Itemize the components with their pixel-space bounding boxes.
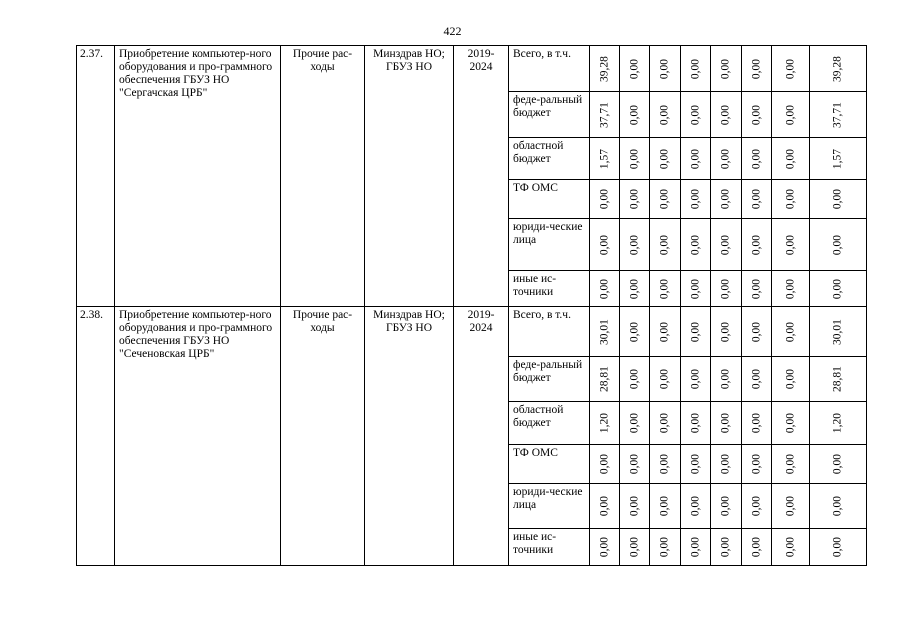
- value-text: 0,00: [831, 234, 844, 255]
- value-cell: [681, 138, 711, 180]
- value-text: 0,00: [750, 58, 762, 79]
- value-cell: [650, 529, 681, 566]
- value-cell: [620, 219, 650, 271]
- value-cell: [742, 402, 772, 445]
- value-text: 39,28: [598, 55, 610, 82]
- value-text: 30,01: [831, 318, 844, 345]
- value-text: 0,00: [658, 234, 671, 255]
- value-text: 0,00: [784, 412, 796, 434]
- value-text: 0,00: [628, 321, 640, 342]
- value-text: 0,00: [628, 368, 640, 390]
- funding-source: юриди-ческие лица: [509, 219, 590, 271]
- value-text: 0,00: [784, 58, 796, 79]
- value-text: 0,00: [689, 321, 701, 342]
- value-cell: [772, 357, 810, 402]
- value-cell: [772, 529, 810, 566]
- value-text: 0,00: [719, 104, 732, 125]
- executor: Минздрав НО; ГБУЗ НО: [365, 307, 454, 566]
- value-cell: [681, 402, 711, 445]
- value-cell: [810, 138, 867, 180]
- funding-source: иные ис-точники: [509, 529, 590, 566]
- value-cell: [650, 484, 681, 529]
- value-text: 0,00: [719, 536, 732, 558]
- value-cell: [620, 307, 650, 357]
- value-text: 0,00: [750, 453, 762, 475]
- value-cell: [742, 138, 772, 180]
- value-cell: [772, 484, 810, 529]
- value-cell: [681, 357, 711, 402]
- value-cell: [620, 357, 650, 402]
- period: 2019-2024: [454, 307, 509, 566]
- value-cell: [620, 92, 650, 138]
- value-cell: [810, 271, 867, 307]
- value-cell: [590, 357, 620, 402]
- value-text: 0,00: [628, 495, 640, 517]
- value-cell: [681, 219, 711, 271]
- value-text: 0,00: [784, 495, 796, 517]
- value-text: 0,00: [689, 278, 701, 299]
- value-text: 0,00: [598, 536, 610, 558]
- value-text: 0,00: [750, 278, 762, 299]
- value-cell: [810, 484, 867, 529]
- funding-source: областной бюджет: [509, 402, 590, 445]
- value-cell: [772, 402, 810, 445]
- value-text: 0,00: [750, 368, 762, 390]
- funding-source: иные ис-точники: [509, 271, 590, 307]
- value-cell: [681, 484, 711, 529]
- value-text: 0,00: [784, 536, 796, 558]
- value-text: 0,00: [628, 278, 640, 299]
- funding-source: феде-ральный бюджет: [509, 357, 590, 402]
- value-text: 0,00: [750, 188, 762, 210]
- value-cell: [620, 271, 650, 307]
- value-cell: [772, 46, 810, 92]
- value-cell: [590, 271, 620, 307]
- value-text: 0,00: [784, 278, 796, 299]
- value-text: 0,00: [658, 412, 671, 434]
- value-cell: [810, 529, 867, 566]
- expense-type: Прочие рас-ходы: [281, 46, 365, 307]
- value-text: 0,00: [719, 148, 732, 169]
- value-cell: [810, 402, 867, 445]
- value-cell: [590, 402, 620, 445]
- funding-source: Всего, в т.ч.: [509, 307, 590, 357]
- value-text: 0,00: [598, 495, 610, 517]
- value-text: 0,00: [750, 104, 762, 125]
- item-number: 2.38.: [77, 307, 115, 566]
- value-cell: [620, 445, 650, 484]
- value-text: 0,00: [689, 412, 701, 434]
- value-cell: [810, 357, 867, 402]
- expense-type: Прочие рас-ходы: [281, 307, 365, 566]
- value-cell: [590, 46, 620, 92]
- value-cell: [650, 180, 681, 219]
- item-number: 2.37.: [77, 46, 115, 307]
- value-text: 0,00: [689, 104, 701, 125]
- value-cell: [681, 529, 711, 566]
- value-text: 37,71: [831, 101, 844, 128]
- value-cell: [711, 46, 742, 92]
- value-cell: [681, 180, 711, 219]
- value-cell: [650, 271, 681, 307]
- value-text: 0,00: [628, 58, 640, 79]
- value-cell: [810, 219, 867, 271]
- value-cell: [620, 529, 650, 566]
- value-cell: [590, 307, 620, 357]
- value-cell: [590, 92, 620, 138]
- value-text: 0,00: [658, 453, 671, 475]
- value-cell: [810, 445, 867, 484]
- item-name: Приобретение компьютер-ного оборудования и про-граммного обеспечения ГБУЗ НО "Сергачская ЦРБ": [115, 46, 281, 307]
- value-cell: [772, 92, 810, 138]
- value-text: 0,00: [750, 495, 762, 517]
- value-cell: [590, 445, 620, 484]
- value-cell: [681, 445, 711, 484]
- value-cell: [742, 219, 772, 271]
- value-text: 0,00: [658, 278, 671, 299]
- value-cell: [650, 138, 681, 180]
- value-cell: [711, 92, 742, 138]
- value-cell: [620, 46, 650, 92]
- value-text: 0,00: [784, 321, 796, 342]
- value-cell: [742, 180, 772, 219]
- table-row: [77, 307, 867, 357]
- value-text: 0,00: [719, 234, 732, 255]
- budget-table: [76, 45, 867, 566]
- value-cell: [742, 307, 772, 357]
- value-text: 0,00: [689, 453, 701, 475]
- value-text: 0,00: [719, 368, 732, 390]
- value-text: 0,00: [784, 188, 796, 210]
- value-text: 0,00: [719, 495, 732, 517]
- value-cell: [742, 357, 772, 402]
- value-cell: [650, 307, 681, 357]
- value-cell: [772, 180, 810, 219]
- value-cell: [742, 529, 772, 566]
- value-text: 0,00: [831, 536, 844, 558]
- value-cell: [590, 138, 620, 180]
- value-text: 0,00: [750, 412, 762, 434]
- value-text: 0,00: [719, 412, 732, 434]
- value-text: 0,00: [628, 536, 640, 558]
- value-text: 0,00: [784, 453, 796, 475]
- value-cell: [650, 402, 681, 445]
- value-cell: [711, 180, 742, 219]
- value-text: 0,00: [598, 234, 610, 255]
- value-cell: [742, 46, 772, 92]
- value-cell: [742, 92, 772, 138]
- value-text: 0,00: [689, 234, 701, 255]
- value-cell: [711, 402, 742, 445]
- value-text: 0,00: [689, 148, 701, 169]
- value-text: 0,00: [719, 278, 732, 299]
- value-cell: [772, 307, 810, 357]
- value-text: 0,00: [598, 188, 610, 210]
- value-text: 0,00: [628, 412, 640, 434]
- value-text: 0,00: [831, 453, 844, 475]
- value-cell: [772, 271, 810, 307]
- value-text: 0,00: [750, 536, 762, 558]
- value-text: 0,00: [831, 188, 844, 210]
- value-text: 0,00: [784, 234, 796, 255]
- value-cell: [650, 92, 681, 138]
- value-cell: [711, 529, 742, 566]
- value-text: 0,00: [719, 58, 732, 79]
- value-text: 0,00: [628, 148, 640, 169]
- value-cell: [711, 484, 742, 529]
- value-text: 0,00: [719, 188, 732, 210]
- value-cell: [590, 180, 620, 219]
- value-text: 0,00: [658, 58, 671, 79]
- value-cell: [711, 357, 742, 402]
- value-text: 0,00: [784, 368, 796, 390]
- value-cell: [681, 307, 711, 357]
- value-cell: [772, 219, 810, 271]
- funding-source: ТФ ОМС: [509, 180, 590, 219]
- value-text: 39,28: [831, 55, 844, 82]
- table-body: [77, 46, 867, 566]
- page-number: 422: [443, 24, 462, 38]
- value-cell: [711, 445, 742, 484]
- funding-source: юриди-ческие лица: [509, 484, 590, 529]
- value-text: 0,00: [689, 58, 701, 79]
- value-text: 0,00: [658, 368, 671, 390]
- value-text: 0,00: [750, 321, 762, 342]
- value-text: 0,00: [628, 104, 640, 125]
- value-text: 0,00: [784, 148, 796, 169]
- item-name: Приобретение компьютер-ного оборудования и про-граммного обеспечения ГБУЗ НО "Сеченовская ЦРБ": [115, 307, 281, 566]
- value-cell: [810, 307, 867, 357]
- value-text: 1,57: [598, 148, 610, 169]
- value-cell: [620, 484, 650, 529]
- executor: Минздрав НО; ГБУЗ НО: [365, 46, 454, 307]
- value-cell: [620, 180, 650, 219]
- value-cell: [711, 219, 742, 271]
- value-text: 0,00: [628, 234, 640, 255]
- value-cell: [650, 46, 681, 92]
- value-text: 0,00: [689, 188, 701, 210]
- value-text: 0,00: [628, 188, 640, 210]
- value-text: 0,00: [831, 278, 844, 299]
- value-cell: [742, 271, 772, 307]
- value-cell: [681, 46, 711, 92]
- value-text: 0,00: [750, 234, 762, 255]
- value-text: 0,00: [658, 104, 671, 125]
- value-text: 1,20: [598, 412, 610, 434]
- value-text: 0,00: [750, 148, 762, 169]
- value-text: 0,00: [719, 321, 732, 342]
- value-text: 0,00: [658, 188, 671, 210]
- value-text: 0,00: [689, 495, 701, 517]
- value-cell: [650, 445, 681, 484]
- value-text: 1,57: [831, 148, 844, 169]
- value-cell: [681, 92, 711, 138]
- value-cell: [681, 271, 711, 307]
- value-cell: [620, 402, 650, 445]
- value-cell: [810, 92, 867, 138]
- value-text: 0,00: [689, 536, 701, 558]
- value-cell: [810, 46, 867, 92]
- value-text: 0,00: [658, 148, 671, 169]
- value-cell: [742, 484, 772, 529]
- funding-source: областной бюджет: [509, 138, 590, 180]
- value-cell: [650, 219, 681, 271]
- value-cell: [772, 445, 810, 484]
- value-text: 28,81: [831, 366, 844, 392]
- value-cell: [711, 271, 742, 307]
- value-text: 0,00: [719, 453, 732, 475]
- table-row: [77, 46, 867, 92]
- value-cell: [650, 357, 681, 402]
- value-cell: [620, 138, 650, 180]
- value-text: 28,81: [598, 366, 610, 392]
- value-text: 0,00: [628, 453, 640, 475]
- funding-source: Всего, в т.ч.: [509, 46, 590, 92]
- value-text: 0,00: [658, 495, 671, 517]
- value-cell: [742, 445, 772, 484]
- value-text: 37,71: [598, 101, 610, 128]
- value-text: 0,00: [598, 453, 610, 475]
- value-cell: [711, 138, 742, 180]
- value-text: 0,00: [658, 321, 671, 342]
- value-text: 0,00: [658, 536, 671, 558]
- value-cell: [590, 484, 620, 529]
- funding-source: ТФ ОМС: [509, 445, 590, 484]
- value-text: 30,01: [598, 318, 610, 345]
- value-cell: [711, 307, 742, 357]
- period: 2019-2024: [454, 46, 509, 307]
- funding-source: феде-ральный бюджет: [509, 92, 590, 138]
- value-text: 0,00: [598, 278, 610, 299]
- value-cell: [810, 180, 867, 219]
- value-cell: [590, 529, 620, 566]
- value-text: 0,00: [831, 495, 844, 517]
- value-cell: [590, 219, 620, 271]
- value-text: 0,00: [689, 368, 701, 390]
- value-text: 1,20: [831, 412, 844, 434]
- value-text: 0,00: [784, 104, 796, 125]
- value-cell: [772, 138, 810, 180]
